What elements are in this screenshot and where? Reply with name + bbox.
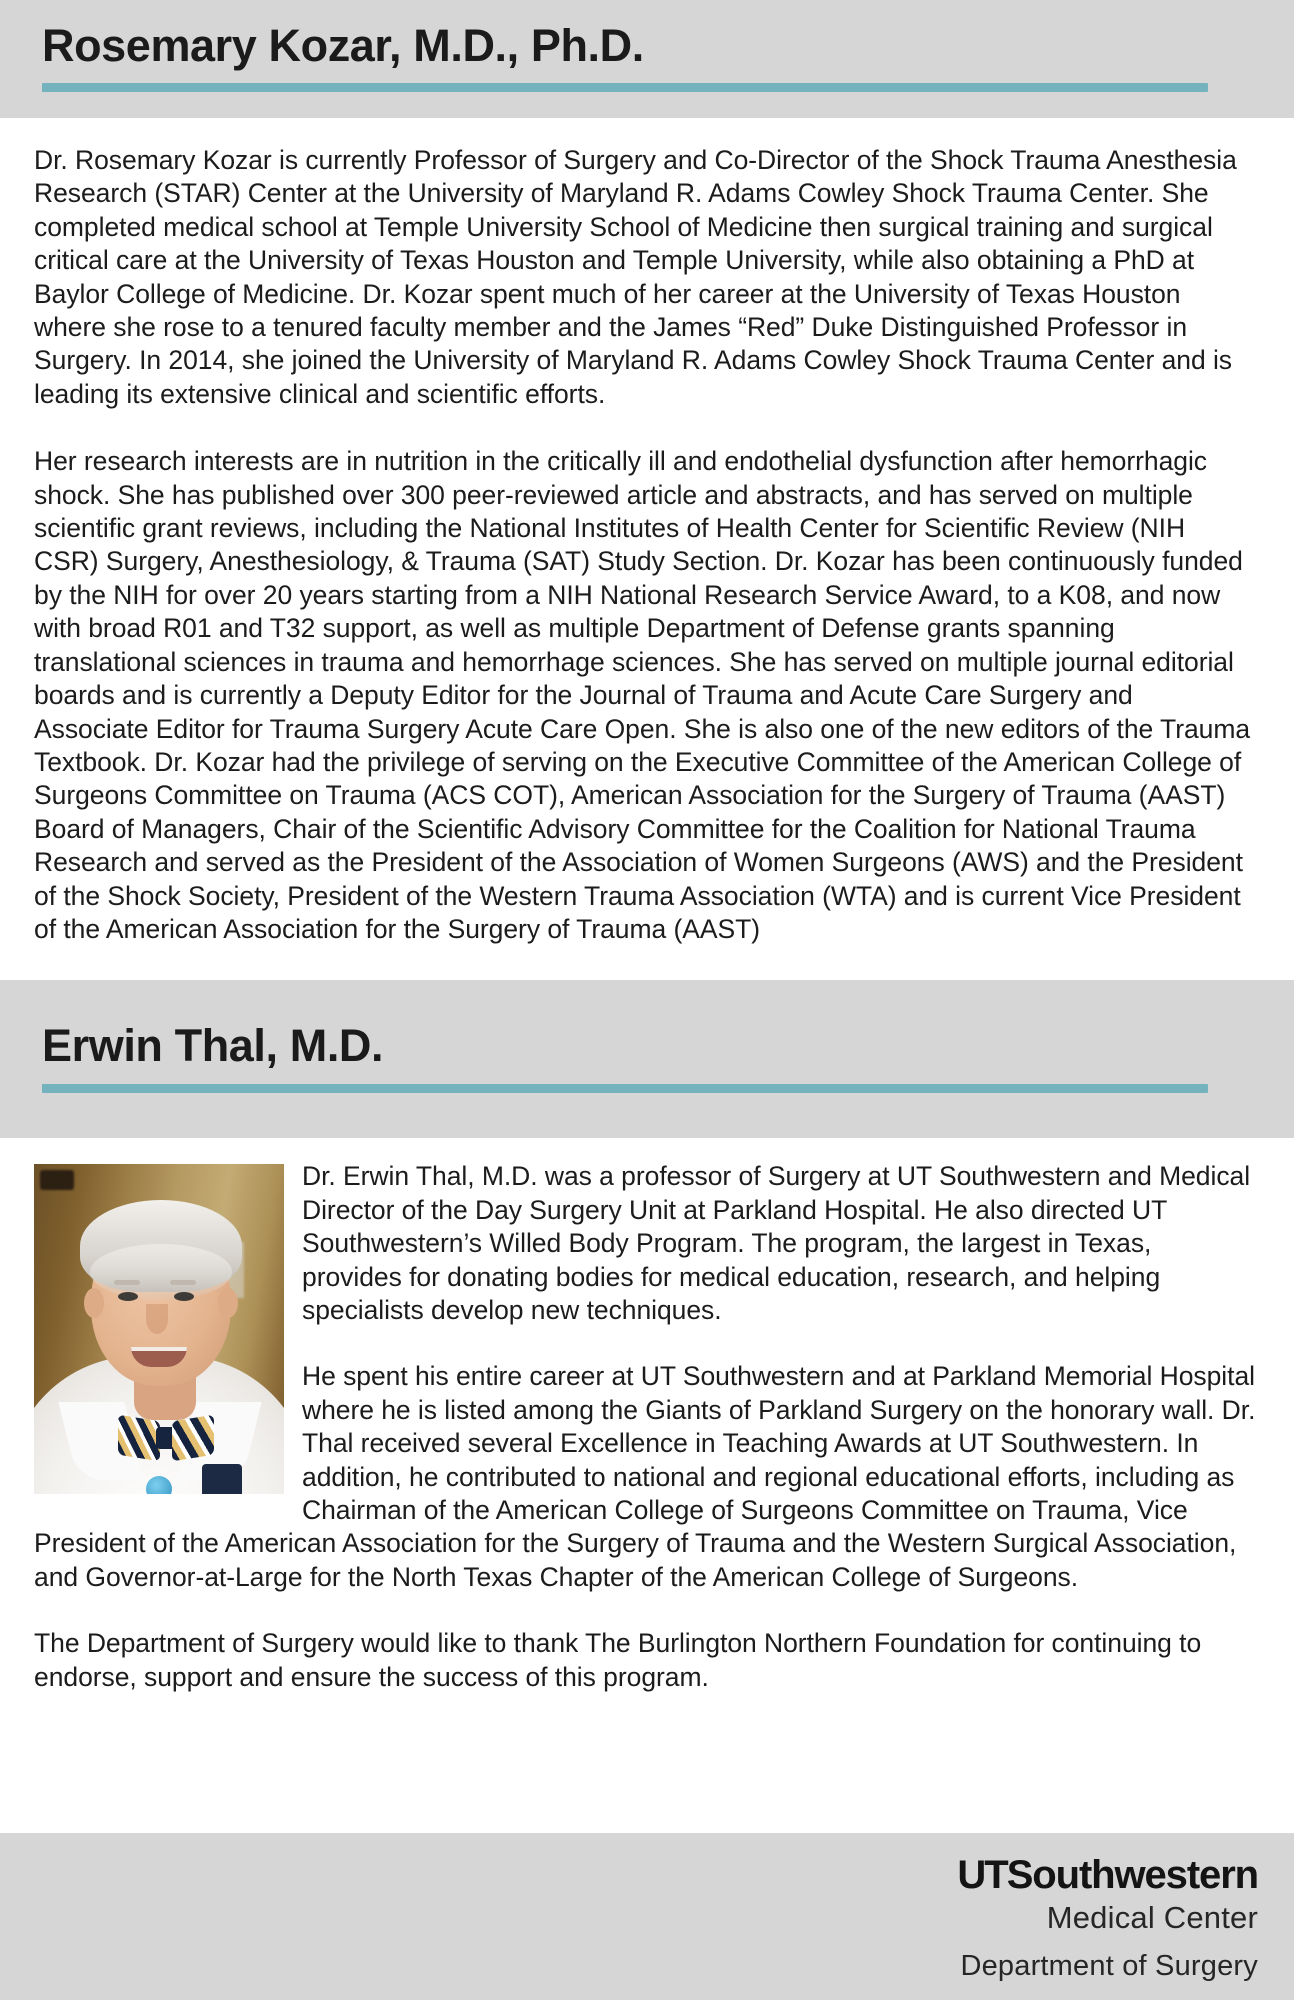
section-body-thal [0,1138,1294,1694]
logo-southwestern-text: Southwestern [1006,1853,1258,1897]
paragraph-thal-2: He spent his entire career at UT Southwestern and at Parkland Memorial Hospital where he is listed among the Giants of Parkland Surgery on the honorary wall. Dr. Thal received several Excellence in Teaching Awards at UT Southwestern. In addition, he contributed to national and regional educational efforts, including as Chairman of the American College of Surgeons Committee on Trauma, Vice President of the American Association for the Surgery of Trauma and the Western Surgical Association, and Governor-at-Large for the North Texas Chapter of the American College of Surgeons. [34,1361,1256,1592]
accent-rule-kozar [42,83,1208,92]
section-header-kozar [0,0,1294,118]
section-body-kozar [0,118,1294,946]
bowtie-wing-left [118,1415,160,1462]
paragraph-kozar-1: Dr. Rosemary Kozar is currently Professor of Surgery and Co-Director of the Shock Trauma Anesthesia Research (STAR) Center at the University of Maryland R. Adams Cowley Shock Trauma Center. She completed medical school at Temple University School of Medicine then surgical training and surgical critical care at the University of Texas Houston and Temple University, while also obtaining a PhD at Baylor College of Medicine. Dr. Kozar spent much of her career at the University of Texas Houston where she rose to a tenured faculty member and the James “Red” Duke Distinguished Professor in Surgery. In 2014, she joined the University of Maryland R. Adams Cowley Shock Trauma Center and is leading its extensive clinical and scientific efforts. [34,145,1237,409]
photo-id-badge [146,1476,172,1494]
bowtie-wing-right [172,1415,214,1462]
photo-hair [80,1200,242,1292]
logo-department-of-surgery-text: Department of Surgery [960,1950,1258,1982]
photo-pocket-item [202,1464,242,1494]
paragraph-thal-3: The Department of Surgery would like to thank The Burlington Northern Foundation for continuing to endorse, support and ensure the success of this program. [34,1628,1202,1692]
page-title-thal: Erwin Thal, M.D. [42,1020,384,1072]
photo-eyebrow-left [114,1280,140,1285]
footer-band [0,1833,1294,2000]
page-title-kozar: Rosemary Kozar, M.D., Ph.D. [42,20,644,71]
section-header-thal [0,980,1294,1138]
photo-background-shadow [40,1170,74,1190]
ut-southwestern-logo [957,1855,1258,1981]
paragraph-thal-1: Dr. Erwin Thal, M.D. was a professor of Surgery at UT Southwestern and Medical Director of the Day Surgery Unit at Parkland Hospital. He also directed UT Southwestern’s Willed Body Program. The program, the largest in Texas, provides for donating bodies for medical education, research, and helping specialists develop new techniques. [302,1161,1251,1325]
logo-medical-center-text: Medical Center [1046,1900,1258,1935]
logo-ut-text: UT [957,1853,1007,1897]
paragraph-kozar-2: Her research interests are in nutrition in the critically ill and endothelial dysfunction after hemorrhagic shock. She has published over 300 peer-reviewed article and abstracts, and has served on multiple scientific grant reviews, including the National Institutes of Health Center for Scientific Review (NIH CSR) Surgery, Anesthesiology, & Trauma (SAT) Study Section. Dr. Kozar has been continuously funded by the NIH for over 20 years starting from a NIH National Research Service Award, to a K08, and now with broad R01 and T32 support, as well as multiple Department of Defense grants spanning translational sciences in trauma and hemorrhage sciences. She has served on multiple journal editorial boards and is currently a Deputy Editor for the Journal of Trauma and Acute Care Surgery and Associate Editor for Trauma Surgery Acute Care Open. She is also one of the new editors of the Trauma Textbook. Dr. Kozar had the privilege of serving on the Executive Committee of the American College of Surgeons Committee on Trauma (ACS COT), American Association for the Surgery of Trauma (AAST) Board of Managers, Chair of the Scientific Advisory Committee for the Coalition for National Trauma Research and served as the President of the Association of Women Surgeons (AWS) and the President of the Shock Society, President of the Western Trauma Association (WTA) and is current Vice President of the American Association for the Surgery of Trauma (AAST) [34,446,1251,944]
logo-wordmark [957,1855,1258,1895]
photo-bowtie [118,1418,214,1458]
photo-eyebrow-right [170,1280,196,1285]
accent-rule-thal [42,1084,1208,1093]
portrait-photo-erwin-thal [34,1164,284,1494]
